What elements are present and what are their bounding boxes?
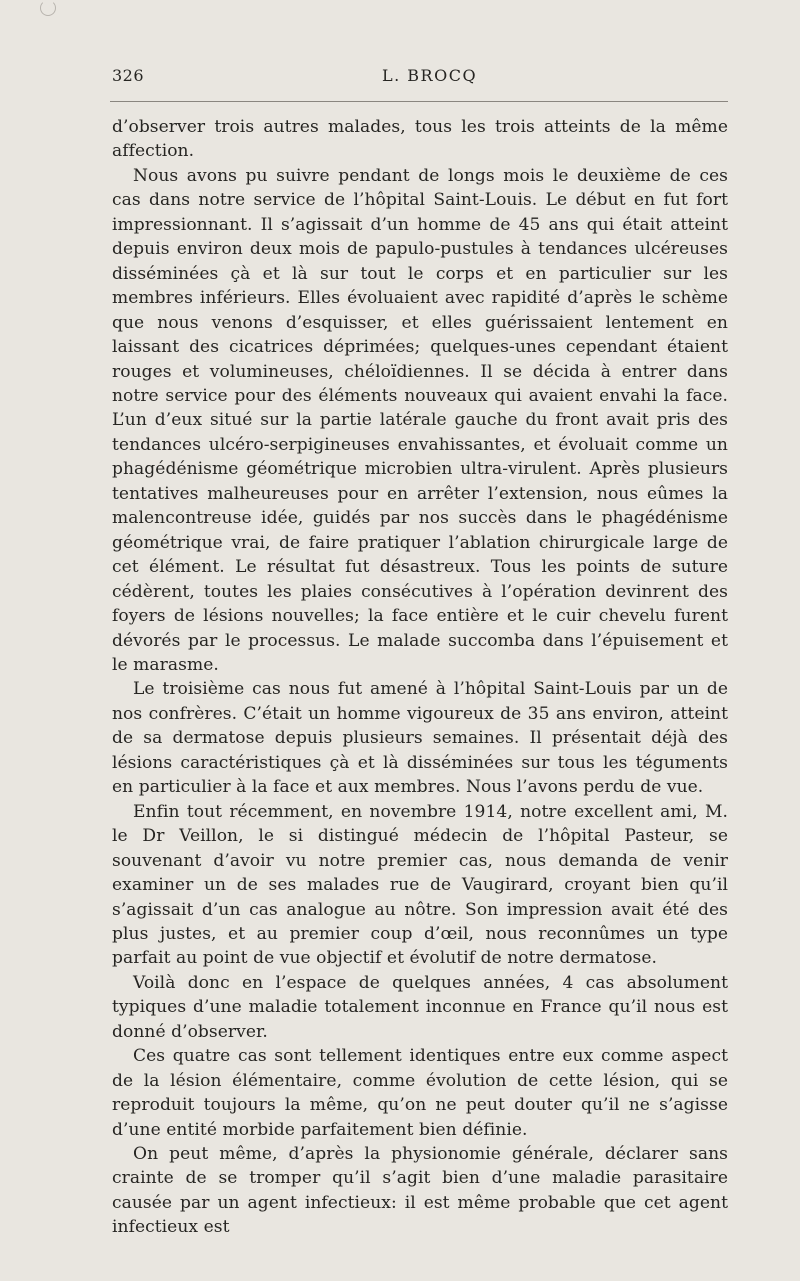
paragraph: On peut même, d’après la physionomie générale, déclarer sans crainte de se tromper qu’il s’agit bien d’une maladie parasitaire causée par un agent infectieux: il est même probable que cet agent infectieux est <box>112 1144 728 1238</box>
paragraph: Le troisième cas nous fut amené à l’hôpital Saint-Louis par un de nos confrères. C’était un homme vigoureux de 35 ans environ, atteint de sa dermatose depuis plusieurs semaines. Il présentait déjà des lésions caractéristiques çà et là disséminées sur tous les téguments en particulier à la face et aux membres. Nous l’avons perdu de vue. <box>112 679 728 798</box>
scan-corner-mark <box>40 0 56 16</box>
header-rule <box>110 101 728 102</box>
paragraph: Enfin tout récemment, en novembre 1914, notre excellent ami, M. le Dr Veillon, le si distingué médecin de l’hôpital Pasteur, se souvenant d’avoir vu notre premier cas, nous demanda de venir examiner un de ses malades rue de Vaugirard, croyant bien qu’il s’agissait d’un cas analogue au nôtre. Son impression avait été des plus justes, et au premier coup d’œil, nous reconnûmes un type parfait au point de vue objectif et évolutif de notre dermatose. <box>112 801 728 969</box>
paragraph: Ces quatre cas sont tellement identiques entre eux comme aspect de la lésion élémentaire, comme évolution de cette lésion, qui se reproduit toujours la même, qu’on ne peut douter qu’il ne s’agisse d’une entité morbide parfaitement bien définie. <box>112 1046 728 1140</box>
paragraph: Voilà donc en l’espace de quelques années, 4 cas absolument typiques d’une maladie totalement inconnue en France qu’il nous est donné d’observer. <box>112 972 728 1042</box>
paragraph: Nous avons pu suivre pendant de longs mois le deuxième de ces cas dans notre service de l’hôpital Saint-Louis. Le début en fut fort impressionnant. Il s’agissait d’un homme de 45 ans qui était atteint depuis environ deux mois de papulo-pustules à tendances ulcéreuses disséminées çà et là sur tout le corps et en particulier sur les membres inférieurs. Elles évoluaient avec rapidité d’après le schème que nous venons d’esquisser, et elles guérissaient lentement en laissant des cicatrices déprimées; quelques-unes cependant étaient rouges et volumineuses, chéloïdiennes. Il se décida à entrer dans notre service pour des éléments nouveaux qui avaient envahi la face. L’un d’eux situé sur la partie latérale gauche du front avait pris des tendances ulcéro-serpigineuses envahissantes, et évoluait comme un phagédénisme géométrique microbien ultra-virulent. Après plusieurs tentatives malheureuses pour en arrêter l’extension, nous eûmes la malencontreuse idée, guidés par nos succès dans le phagédénisme géométrique vrai, de faire pratiquer l’ablation chirurgicale large de cet élément. Le résultat fut désastreux. Tous les points de suture cédèrent, toutes les plaies consécutives à l’opération devinrent des foyers de lésions nouvelles; la face entière et le cuir chevelu furent dévorés par le processus. Le malade succomba dans l’épuisement et le marasme. <box>112 165 728 675</box>
paragraph: d’observer trois autres malades, tous les trois atteints de la même affection. <box>112 117 728 162</box>
page-number: 326 <box>112 66 145 85</box>
page-header <box>112 62 728 92</box>
running-head: L. BROCQ <box>382 66 478 85</box>
body-text <box>112 115 728 1240</box>
